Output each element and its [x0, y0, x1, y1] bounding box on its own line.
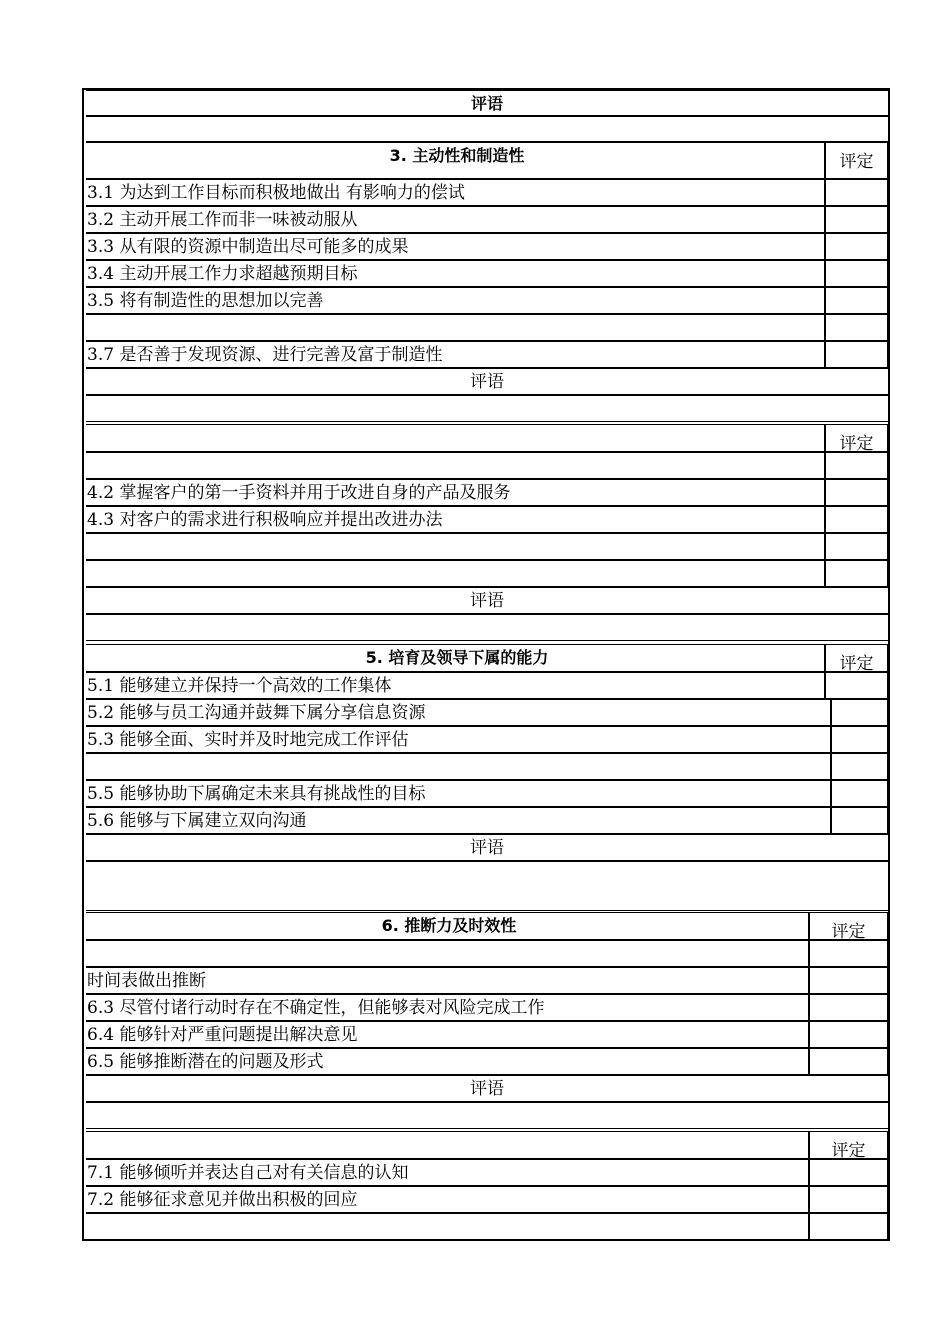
- item-text: 3.1 为达到工作目标而积极地做出 有影响力的偿试: [87, 183, 465, 203]
- list-item: [86, 179, 888, 206]
- rating-cell[interactable]: [830, 781, 888, 806]
- list-item: [86, 807, 888, 834]
- rating-cell[interactable]: [808, 1049, 888, 1074]
- item-text: 3.7 是否善于发现资源、进行完善及富于制造性: [87, 345, 443, 365]
- comment-body-row: [86, 614, 888, 641]
- rating-cell[interactable]: [808, 1022, 888, 1047]
- item-text: 7.1 能够倾听并表达自己对有关信息的认知: [87, 1163, 409, 1183]
- rating-cell[interactable]: [808, 1187, 888, 1212]
- item-text: 5.1 能够建立并保持一个高效的工作集体: [87, 676, 392, 696]
- comment-body-row: [86, 395, 888, 422]
- rating-cell[interactable]: [824, 453, 888, 478]
- section-title: [86, 425, 828, 451]
- rating-cell[interactable]: [808, 1160, 888, 1185]
- item-text: [86, 1214, 812, 1239]
- rating-cell[interactable]: [824, 561, 888, 586]
- rating-cell[interactable]: [808, 1214, 888, 1239]
- section-title-row: [86, 424, 888, 452]
- comment-header-row: [86, 1075, 888, 1102]
- list-item: [86, 206, 888, 233]
- rating-cell[interactable]: [830, 754, 888, 779]
- comment-label: 评语: [470, 838, 504, 858]
- rating-cell[interactable]: [824, 180, 888, 205]
- comment-label: 评语: [470, 1079, 504, 1099]
- evaluation-form: [82, 88, 890, 1241]
- rating-label: 评定: [831, 922, 866, 942]
- list-item: [86, 233, 888, 260]
- list-item: [86, 967, 888, 994]
- list-item: [86, 780, 888, 807]
- rating-cell[interactable]: [830, 808, 888, 833]
- section-title: 6. 推断力及时效性: [381, 916, 517, 935]
- rating-cell[interactable]: [824, 534, 888, 559]
- item-text: 5.2 能够与员工沟通并鼓舞下属分享信息资源: [87, 703, 426, 723]
- rating-label: 评定: [839, 152, 874, 172]
- item-text: [86, 315, 828, 340]
- item-text: [86, 754, 834, 779]
- rating-header[interactable]: [824, 425, 888, 454]
- list-item: [86, 506, 888, 533]
- item-text: 6.4 能够针对严重问题提出解决意见: [87, 1025, 358, 1045]
- list-item: [86, 341, 888, 368]
- rating-cell[interactable]: [824, 288, 888, 313]
- item-text: 5.6 能够与下属建立双向沟通: [87, 811, 307, 831]
- rating-header[interactable]: [824, 143, 888, 178]
- comment-body-row: [86, 1102, 888, 1129]
- section-title: 3. 主动性和制造性: [389, 146, 525, 165]
- list-item: [86, 560, 888, 587]
- comment-header-row: [86, 834, 888, 861]
- rating-header[interactable]: [824, 645, 888, 674]
- section-title-row: [86, 1131, 888, 1159]
- item-text: 4.3 对客户的需求进行积极响应并提出改进办法: [87, 510, 443, 530]
- rating-label: 评定: [839, 654, 874, 674]
- item-text: 3.2 主动开展工作而非一味被动服从: [87, 210, 358, 230]
- rating-header[interactable]: [808, 1132, 888, 1161]
- rating-cell[interactable]: [830, 700, 888, 725]
- item-text: 4.2 掌握客户的第一手资料并用于改进自身的产品及服务: [87, 483, 511, 503]
- list-item: [86, 1186, 888, 1213]
- rating-cell[interactable]: [808, 995, 888, 1020]
- comment-label: 评语: [470, 94, 503, 113]
- comment-label: 评语: [470, 372, 504, 392]
- item-text: 5.5 能够协助下属确定未来具有挑战性的目标: [87, 784, 426, 804]
- rating-cell[interactable]: [824, 207, 888, 232]
- rating-cell[interactable]: [824, 507, 888, 532]
- list-item: [86, 314, 888, 341]
- item-text: [86, 561, 828, 586]
- section-title-row: [86, 142, 888, 179]
- rating-header[interactable]: [808, 913, 888, 942]
- rating-cell[interactable]: [808, 968, 888, 993]
- item-text: 7.2 能够征求意见并做出积极的回应: [87, 1190, 358, 1210]
- list-item: [86, 1021, 888, 1048]
- item-text: 5.3 能够全面、实时并及时地完成工作评估: [87, 730, 409, 750]
- list-item: [86, 533, 888, 560]
- comment-label: 评语: [470, 591, 504, 611]
- item-text: [86, 453, 828, 478]
- item-text: 时间表做出推断: [87, 971, 206, 991]
- section-title: 5. 培育及领导下属的能力: [365, 648, 549, 667]
- comment-header-row: [86, 90, 888, 116]
- rating-cell[interactable]: [824, 342, 888, 367]
- rating-cell[interactable]: [830, 727, 888, 752]
- item-text: 3.5 将有制造性的思想加以完善: [87, 291, 324, 311]
- list-item: [86, 726, 888, 753]
- list-item: [86, 479, 888, 506]
- list-item: [86, 672, 888, 699]
- rating-cell[interactable]: [808, 941, 888, 966]
- comment-header-row: [86, 587, 888, 614]
- section-title: [86, 1132, 812, 1158]
- rating-cell[interactable]: [824, 315, 888, 340]
- comment-header-row: [86, 368, 888, 395]
- list-item: [86, 699, 888, 726]
- list-item: [86, 1048, 888, 1075]
- comment-body-row: [86, 116, 888, 142]
- item-text: 6.5 能够推断潜在的问题及形式: [87, 1052, 324, 1072]
- rating-label: 评定: [831, 1141, 866, 1161]
- list-item: [86, 1159, 888, 1186]
- list-item: [86, 452, 888, 479]
- list-item: [86, 260, 888, 287]
- rating-cell[interactable]: [824, 673, 888, 698]
- section-title-row: [86, 912, 888, 940]
- list-item: [86, 1213, 888, 1240]
- rating-cell[interactable]: [824, 480, 888, 505]
- rating-cell[interactable]: [824, 261, 888, 286]
- list-item: [86, 753, 888, 780]
- list-item: [86, 940, 888, 967]
- item-text: 3.3 从有限的资源中制造出尽可能多的成果: [87, 237, 409, 257]
- list-item: [86, 994, 888, 1021]
- item-text: [86, 941, 812, 966]
- item-text: 3.4 主动开展工作力求超越预期目标: [87, 264, 358, 284]
- section-title-row: [86, 644, 888, 672]
- item-text: [86, 534, 828, 559]
- rating-cell[interactable]: [824, 234, 888, 259]
- comment-body-row: [86, 861, 888, 911]
- item-text: 6.3 尽管付诸行动时存在不确定性，但能够表对风险完成工作: [87, 998, 545, 1018]
- list-item: [86, 287, 888, 314]
- rating-label: 评定: [839, 434, 874, 454]
